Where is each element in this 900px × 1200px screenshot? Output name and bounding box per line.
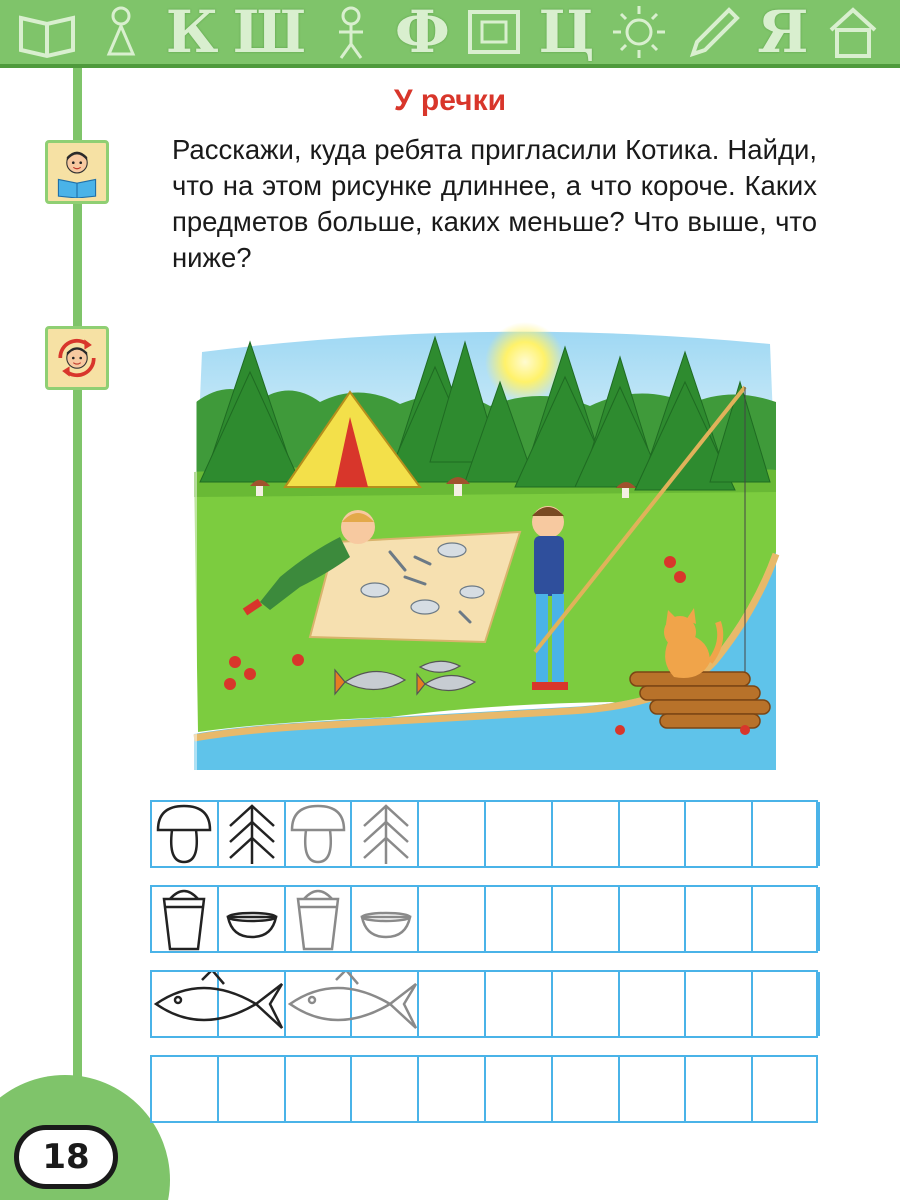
grid-cell[interactable] (620, 887, 687, 951)
open-book-icon (17, 4, 77, 60)
top-decorative-band (0, 0, 900, 68)
margin-rule (73, 68, 82, 1128)
reading-child-icon (45, 140, 109, 204)
grid-cell[interactable] (419, 802, 486, 866)
house-icon (823, 4, 883, 60)
grid-cell[interactable] (686, 802, 753, 866)
child-figure-icon (91, 4, 151, 60)
grid-cell[interactable] (686, 972, 753, 1036)
grid-cell[interactable] (352, 972, 419, 1036)
grid-cell[interactable] (620, 1057, 687, 1121)
grid-cell[interactable] (486, 802, 553, 866)
boy-figure-icon (321, 4, 381, 60)
grid-cell[interactable] (352, 1057, 419, 1121)
grid-cell[interactable] (486, 1057, 553, 1121)
grid-cell[interactable] (753, 972, 820, 1036)
grid-cell[interactable] (286, 1057, 353, 1121)
page-title: У речки (393, 84, 507, 117)
grid-cell[interactable] (553, 1057, 620, 1121)
band-letter: Ц (538, 0, 595, 66)
pencil-icon (683, 4, 743, 60)
grid-cell[interactable] (620, 802, 687, 866)
grid-cell[interactable] (753, 887, 820, 951)
page-number: 18 (14, 1125, 118, 1189)
tracing-row-fish (150, 970, 818, 1038)
grid-cell[interactable] (419, 1057, 486, 1121)
grid-cell[interactable] (486, 972, 553, 1036)
band-letter: Я (757, 0, 809, 66)
riverside-picnic-illustration (190, 322, 780, 770)
band-letter: Ш (232, 0, 307, 66)
grid-cell[interactable] (286, 887, 353, 951)
grid-cell[interactable] (286, 972, 353, 1036)
picture-card-icon (464, 4, 524, 60)
grid-cell[interactable] (686, 887, 753, 951)
grid-cell[interactable] (419, 972, 486, 1036)
sun-icon (609, 4, 669, 60)
band-letter: К (165, 0, 219, 66)
tracing-row-bucket-bowl (150, 885, 818, 953)
tracing-row-empty (150, 1055, 818, 1123)
repeat-cycle-icon (45, 326, 109, 390)
grid-cell[interactable] (286, 802, 353, 866)
grid-cell[interactable] (219, 972, 286, 1036)
grid-cell[interactable] (553, 887, 620, 951)
task-text: Расскажи, куда ребята пригласили Котика. Найди, что на этом рисунке длиннее, а что короче. Каких предметов больше, каких меньше? Что выше, что ниже? (172, 134, 817, 273)
grid-cell[interactable] (553, 802, 620, 866)
grid-cell[interactable] (352, 887, 419, 951)
grid-cell[interactable] (486, 887, 553, 951)
grid-cell[interactable] (753, 1057, 820, 1121)
grid-cell[interactable] (219, 887, 286, 951)
grid-cell[interactable] (419, 887, 486, 951)
grid-cell[interactable] (352, 802, 419, 866)
grid-cell[interactable] (753, 802, 820, 866)
grid-cell[interactable] (152, 887, 219, 951)
grid-cell[interactable] (620, 972, 687, 1036)
grid-cell[interactable] (152, 802, 219, 866)
grid-cell[interactable] (152, 972, 219, 1036)
grid-cell[interactable] (152, 1057, 219, 1121)
grid-cell[interactable] (686, 1057, 753, 1121)
grid-cell[interactable] (553, 972, 620, 1036)
band-letter: Ф (394, 0, 450, 66)
tracing-row-mushroom-tree (150, 800, 818, 868)
grid-cell[interactable] (219, 1057, 286, 1121)
grid-cell[interactable] (219, 802, 286, 866)
